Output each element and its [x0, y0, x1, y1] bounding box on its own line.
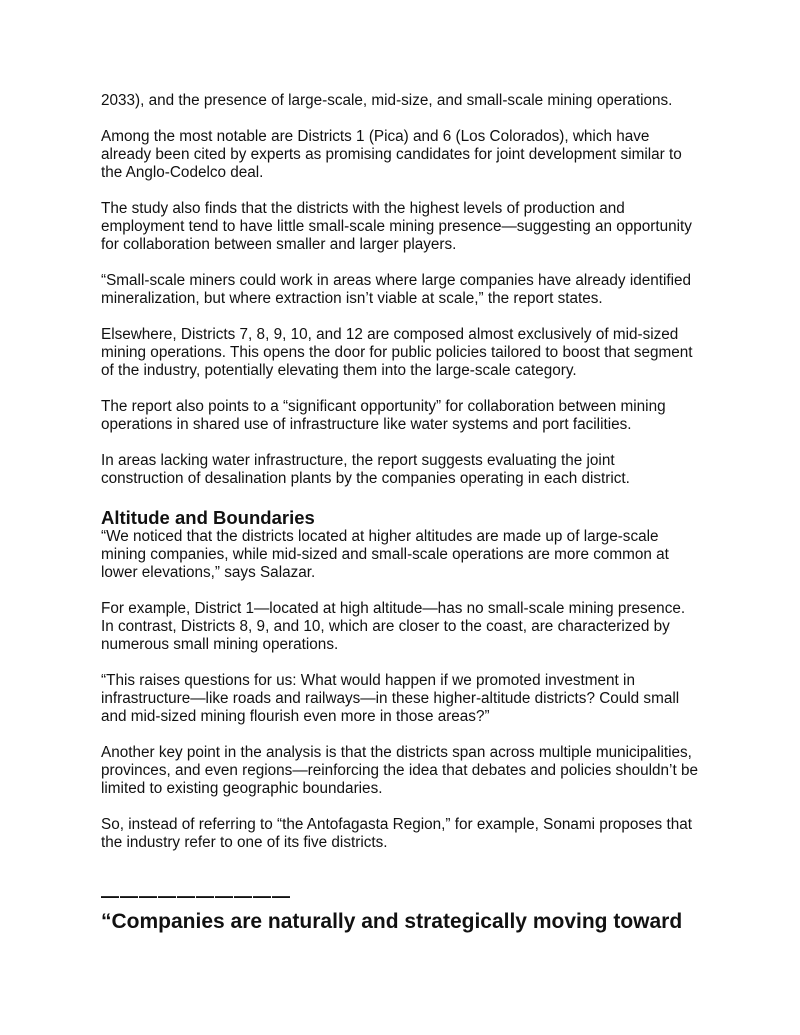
paragraph: So, instead of referring to “the Antofagasta Region,” for example, Sonami proposes that the industry refer to one of its five districts.: [101, 816, 692, 851]
document-page: [101, 92, 701, 934]
paragraph: The report also points to a “significant opportunity” for collaboration between mining operations in shared use of infrastructure like water systems and port facilities.: [101, 398, 666, 433]
paragraph: 2033), and the presence of large-scale, mid-size, and small-scale mining operations.: [101, 92, 673, 109]
paragraph: The study also finds that the districts with the highest levels of production and employment tend to have little small-scale mining presence—suggesting an opportunity for collaboration between smaller and larger players.: [101, 200, 692, 253]
paragraph: “We noticed that the districts located at higher altitudes are made up of large-scale mining companies, while mid-sized and small-scale operations are more common at lower elevations,” says Salazar.: [101, 528, 669, 581]
paragraph: Among the most notable are Districts 1 (Pica) and 6 (Los Colorados), which have already been cited by experts as promising candidates for joint development similar to the Anglo-Codelco deal.: [101, 128, 682, 181]
paragraph: Another key point in the analysis is that the districts span across multiple municipalities, provinces, and even regions—reinforcing the idea that debates and policies shouldn’t be limited to existing geographic boundaries.: [101, 744, 698, 797]
pull-quote: “Companies are naturally and strategically moving toward: [101, 910, 683, 933]
paragraph: “Small-scale miners could work in areas where large companies have already identified mineralization, but where extraction isn’t viable at scale,” the report states.: [101, 272, 692, 307]
paragraph: Elsewhere, Districts 7, 8, 9, 10, and 12 are composed almost exclusively of mid-sized mining operations. This opens the door for public policies tailored to boost that segment of the industry, potentially elevating them into the large-scale category.: [101, 326, 693, 379]
section-heading: Altitude and Boundaries: [101, 507, 315, 528]
section-divider: ——————————: [101, 886, 291, 906]
paragraph: For example, District 1—located at high altitude—has no small-scale mining presence. In contrast, Districts 8, 9, and 10, which are closer to the coast, are characterized by numerous small mining operations.: [101, 600, 686, 653]
paragraph: In areas lacking water infrastructure, the report suggests evaluating the joint construction of desalination plants by the companies operating in each district.: [101, 452, 630, 487]
paragraph: “This raises questions for us: What would happen if we promoted investment in infrastructure—like roads and railways—in these higher-altitude districts? Could small and mid-sized mining flourish even more in those areas?”: [101, 672, 680, 725]
